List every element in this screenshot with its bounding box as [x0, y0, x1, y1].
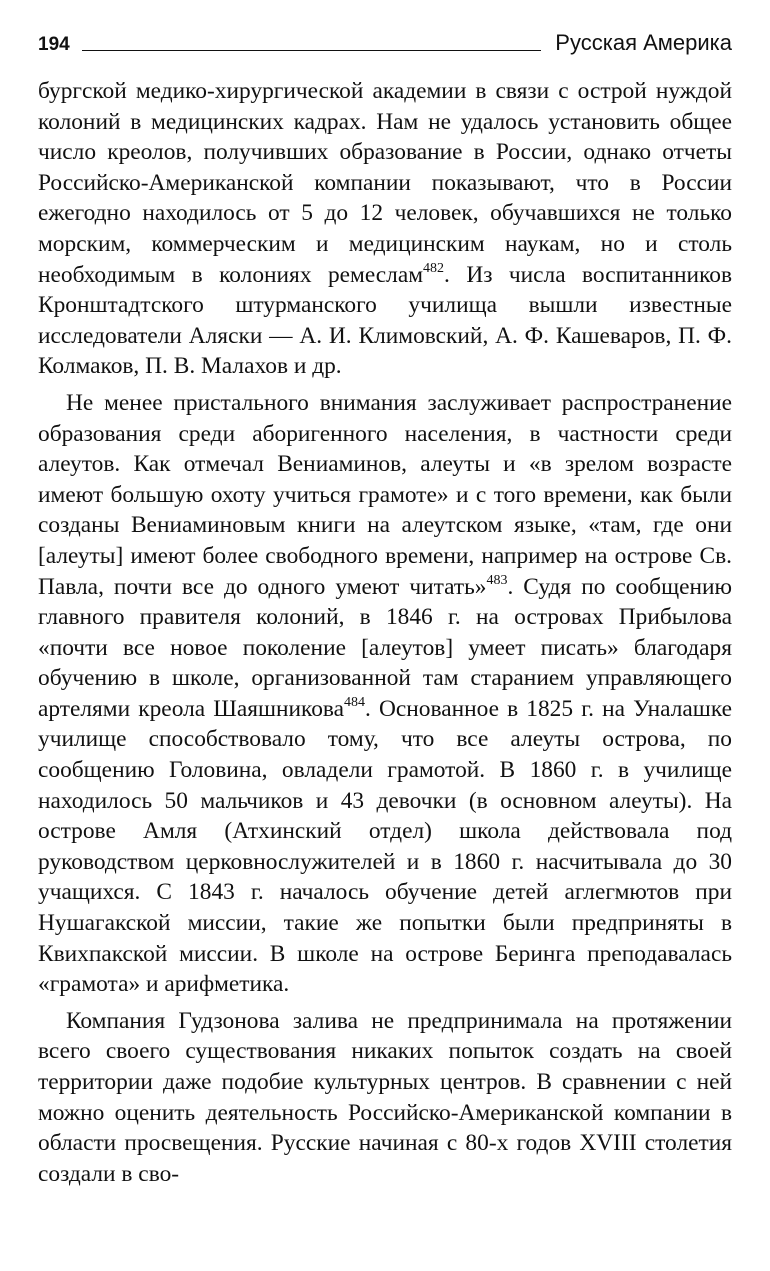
page-number: 194 — [38, 34, 70, 55]
footnote-ref-484[interactable]: 484 — [344, 695, 366, 711]
paragraph-1 — [38, 76, 732, 382]
running-title: Русская Америка — [555, 30, 732, 55]
paragraph-1-text-b: . Из числа воспитанников Кронштадтского штурманского училища вышли известные исследователи Аляски — А. И. Климовский, А. Ф. Кашеваров, П. Ф. Колмаков, П. В. Малахов и др. — [38, 261, 732, 380]
paragraph-3-text: Компания Гудзонова залива не предпринимала на протяжении всего своего существования никаких попыток создать на своей территории даже подобие культурных центров. В сравнении с ней можно оценить деятельность Российско-Американской компании в области просвещения. Русские начиная с 80-х годов XVIII столетия создали в сво- — [38, 1007, 732, 1187]
book-page — [38, 28, 732, 1189]
running-header — [38, 28, 732, 54]
paragraph-2-text-a: Не менее пристального внимания заслуживает распространение образования среди аборигенного населения, в частности среди алеутов. Как отмечал Вениаминов, алеуты и «в зрелом возрасте имеют большую охоту учиться грамоте» и с того времени, как были созданы Вениаминовым книги на алеутском языке, «там, где они [алеуты] имеют более свободного времени, например на острове Св. Павла, почти все до одного умеют читать» — [38, 389, 732, 600]
paragraph-2-text-c: . Основанное в 1825 г. на Уналашке училище способствовало тому, что все алеуты острова, по сообщению Головина, овладели грамотой. В 1860 г. в училище находилось 50 мальчиков и 43 девочки (в основном алеуты). На острове Амля (Атхинский отдел) школа действовала под руководством церковнослужителей и в 1860 г. насчитывала до 30 учащихся. С 1843 г. началось обучение детей аглегмютов при Нушагакской миссии, такие же попытки были предприняты в Квихпакской миссии. В школе на острове Беринга преподавалась «грамота» и арифметика. — [38, 695, 732, 998]
paragraph-2 — [38, 388, 732, 1000]
footnote-ref-483[interactable]: 483 — [486, 572, 508, 588]
body-text — [38, 76, 732, 1189]
header-rule — [82, 50, 542, 51]
footnote-ref-482[interactable]: 482 — [423, 260, 445, 276]
paragraph-3 — [38, 1006, 732, 1190]
paragraph-1-text-a: бургской медико-хирургической академии в связи с острой нуждой колоний в медицинских кадрах. Нам не удалось установить общее число креолов, получивших образование в России, однако отчеты Российско-Американской компании показывают, что в России ежегодно находилось от 5 до 12 человек, обучавшихся не только морским, коммерческим и медицинским наукам, но и столь необходимым в колониях ремеслам — [38, 78, 732, 288]
paragraph-2-text-b: . Судя по сообщению главного правителя колоний, в 1846 г. на островах Прибылова «почти все новое поколение [алеутов] умеет писать» благодаря обучению в школе, организованной там старанием управляющего артелями креола Шаяшникова — [38, 573, 732, 722]
